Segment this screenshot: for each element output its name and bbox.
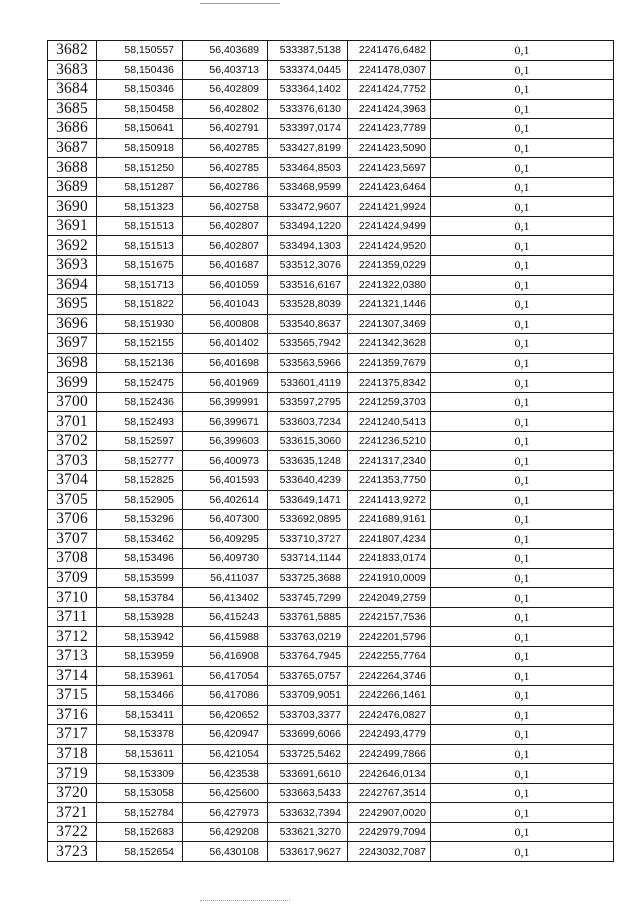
y-coordinate-cell: 2243032,7087	[348, 842, 431, 862]
accuracy-cell: 0,1	[431, 607, 614, 627]
accuracy-cell: 0,1	[431, 744, 614, 764]
point-number-cell: 3706	[48, 510, 97, 530]
y-coordinate-cell: 2241424,3963	[348, 99, 431, 119]
table-row	[48, 705, 614, 725]
y-coordinate-cell: 2242201,5796	[348, 627, 431, 647]
table-row	[48, 99, 614, 119]
latitude-cell: 58,153462	[97, 529, 183, 549]
y-coordinate-cell: 2241423,7789	[348, 119, 431, 139]
longitude-cell: 56,421054	[183, 744, 268, 764]
latitude-cell: 58,153296	[97, 510, 183, 530]
x-coordinate-cell: 533703,3377	[268, 705, 348, 725]
accuracy-cell: 0,1	[431, 275, 614, 295]
accuracy-cell: 0,1	[431, 60, 614, 80]
x-coordinate-cell: 533725,3688	[268, 568, 348, 588]
accuracy-cell: 0,1	[431, 431, 614, 451]
y-coordinate-cell: 2241689,9161	[348, 510, 431, 530]
latitude-cell: 58,151323	[97, 197, 183, 217]
table-row	[48, 41, 614, 61]
longitude-cell: 56,402807	[183, 236, 268, 256]
accuracy-cell: 0,1	[431, 295, 614, 315]
table-row	[48, 295, 614, 315]
y-coordinate-cell: 2242049,2759	[348, 588, 431, 608]
latitude-cell: 58,150557	[97, 41, 183, 61]
point-number-cell: 3714	[48, 666, 97, 686]
longitude-cell: 56,401593	[183, 471, 268, 491]
point-number-cell: 3691	[48, 216, 97, 236]
table-row	[48, 568, 614, 588]
x-coordinate-cell: 533710,3727	[268, 529, 348, 549]
latitude-cell: 58,153942	[97, 627, 183, 647]
point-number-cell: 3689	[48, 177, 97, 197]
accuracy-cell: 0,1	[431, 392, 614, 412]
point-number-cell: 3682	[48, 41, 97, 61]
longitude-cell: 56,429208	[183, 822, 268, 842]
accuracy-cell: 0,1	[431, 666, 614, 686]
x-coordinate-cell: 533615,3060	[268, 431, 348, 451]
point-number-cell: 3694	[48, 275, 97, 295]
accuracy-cell: 0,1	[431, 216, 614, 236]
accuracy-cell: 0,1	[431, 99, 614, 119]
table-row	[48, 256, 614, 276]
x-coordinate-cell: 533376,6130	[268, 99, 348, 119]
y-coordinate-cell: 2242264,3746	[348, 666, 431, 686]
longitude-cell: 56,402785	[183, 158, 268, 178]
table-row	[48, 60, 614, 80]
latitude-cell: 58,152777	[97, 451, 183, 471]
table-row	[48, 177, 614, 197]
latitude-cell: 58,150346	[97, 80, 183, 100]
point-number-cell: 3686	[48, 119, 97, 139]
accuracy-cell: 0,1	[431, 490, 614, 510]
x-coordinate-cell: 533725,5462	[268, 744, 348, 764]
point-number-cell: 3708	[48, 549, 97, 569]
y-coordinate-cell: 2241421,9924	[348, 197, 431, 217]
table-row	[48, 725, 614, 745]
table-row	[48, 627, 614, 647]
accuracy-cell: 0,1	[431, 783, 614, 803]
accuracy-cell: 0,1	[431, 686, 614, 706]
point-number-cell: 3712	[48, 627, 97, 647]
x-coordinate-cell: 533540,8637	[268, 314, 348, 334]
accuracy-cell: 0,1	[431, 822, 614, 842]
latitude-cell: 58,152436	[97, 392, 183, 412]
accuracy-cell: 0,1	[431, 41, 614, 61]
y-coordinate-cell: 2241359,0229	[348, 256, 431, 276]
longitude-cell: 56,409295	[183, 529, 268, 549]
y-coordinate-cell: 2241375,8342	[348, 373, 431, 393]
latitude-cell: 58,152136	[97, 353, 183, 373]
longitude-cell: 56,417054	[183, 666, 268, 686]
table-row	[48, 490, 614, 510]
latitude-cell: 58,152683	[97, 822, 183, 842]
x-coordinate-cell: 533565,7942	[268, 334, 348, 354]
point-number-cell: 3705	[48, 490, 97, 510]
accuracy-cell: 0,1	[431, 177, 614, 197]
x-coordinate-cell: 533692,0895	[268, 510, 348, 530]
accuracy-cell: 0,1	[431, 412, 614, 432]
longitude-cell: 56,400973	[183, 451, 268, 471]
x-coordinate-cell: 533528,8039	[268, 295, 348, 315]
point-number-cell: 3717	[48, 725, 97, 745]
table-row	[48, 686, 614, 706]
x-coordinate-cell: 533468,9599	[268, 177, 348, 197]
point-number-cell: 3690	[48, 197, 97, 217]
y-coordinate-cell: 2241807,4234	[348, 529, 431, 549]
point-number-cell: 3684	[48, 80, 97, 100]
y-coordinate-cell: 2241353,7750	[348, 471, 431, 491]
y-coordinate-cell: 2241424,9520	[348, 236, 431, 256]
latitude-cell: 58,153466	[97, 686, 183, 706]
point-number-cell: 3713	[48, 646, 97, 666]
y-coordinate-cell: 2241342,3628	[348, 334, 431, 354]
longitude-cell: 56,402791	[183, 119, 268, 139]
accuracy-cell: 0,1	[431, 627, 614, 647]
point-number-cell: 3722	[48, 822, 97, 842]
latitude-cell: 58,152493	[97, 412, 183, 432]
longitude-cell: 56,430108	[183, 842, 268, 862]
point-number-cell: 3693	[48, 256, 97, 276]
table-row	[48, 373, 614, 393]
latitude-cell: 58,152155	[97, 334, 183, 354]
latitude-cell: 58,151822	[97, 295, 183, 315]
y-coordinate-cell: 2241321,1446	[348, 295, 431, 315]
accuracy-cell: 0,1	[431, 705, 614, 725]
accuracy-cell: 0,1	[431, 256, 614, 276]
latitude-cell: 58,150918	[97, 138, 183, 158]
latitude-cell: 58,153378	[97, 725, 183, 745]
x-coordinate-cell: 533364,1402	[268, 80, 348, 100]
point-number-cell: 3719	[48, 764, 97, 784]
x-coordinate-cell: 533649,1471	[268, 490, 348, 510]
longitude-cell: 56,427973	[183, 803, 268, 823]
y-coordinate-cell: 2241413,9272	[348, 490, 431, 510]
y-coordinate-cell: 2241424,9499	[348, 216, 431, 236]
accuracy-cell: 0,1	[431, 314, 614, 334]
accuracy-cell: 0,1	[431, 725, 614, 745]
longitude-cell: 56,415243	[183, 607, 268, 627]
latitude-cell: 58,151250	[97, 158, 183, 178]
point-number-cell: 3704	[48, 471, 97, 491]
x-coordinate-cell: 533632,7394	[268, 803, 348, 823]
latitude-cell: 58,151930	[97, 314, 183, 334]
table-row	[48, 588, 614, 608]
latitude-cell: 58,153928	[97, 607, 183, 627]
y-coordinate-cell: 2242476,0827	[348, 705, 431, 725]
x-coordinate-cell: 533601,4119	[268, 373, 348, 393]
point-number-cell: 3710	[48, 588, 97, 608]
point-number-cell: 3700	[48, 392, 97, 412]
table-row	[48, 764, 614, 784]
x-coordinate-cell: 533472,9607	[268, 197, 348, 217]
y-coordinate-cell: 2241476,6482	[348, 41, 431, 61]
x-coordinate-cell: 533765,0757	[268, 666, 348, 686]
x-coordinate-cell: 533617,9627	[268, 842, 348, 862]
point-number-cell: 3698	[48, 353, 97, 373]
accuracy-cell: 0,1	[431, 353, 614, 373]
page-bottom-marks	[200, 900, 290, 902]
accuracy-cell: 0,1	[431, 549, 614, 569]
accuracy-cell: 0,1	[431, 471, 614, 491]
accuracy-cell: 0,1	[431, 80, 614, 100]
accuracy-cell: 0,1	[431, 119, 614, 139]
table-row	[48, 842, 614, 862]
point-number-cell: 3718	[48, 744, 97, 764]
table-row	[48, 803, 614, 823]
point-number-cell: 3696	[48, 314, 97, 334]
longitude-cell: 56,409730	[183, 549, 268, 569]
longitude-cell: 56,402802	[183, 99, 268, 119]
latitude-cell: 58,153599	[97, 568, 183, 588]
table-row	[48, 666, 614, 686]
coordinates-table	[47, 40, 614, 862]
point-number-cell: 3688	[48, 158, 97, 178]
latitude-cell: 58,150436	[97, 60, 183, 80]
table-row	[48, 236, 614, 256]
x-coordinate-cell: 533663,5433	[268, 783, 348, 803]
point-number-cell: 3702	[48, 431, 97, 451]
x-coordinate-cell: 533387,5138	[268, 41, 348, 61]
x-coordinate-cell: 533512,3076	[268, 256, 348, 276]
x-coordinate-cell: 533603,7234	[268, 412, 348, 432]
x-coordinate-cell: 533464,8503	[268, 158, 348, 178]
x-coordinate-cell: 533691,6610	[268, 764, 348, 784]
point-number-cell: 3687	[48, 138, 97, 158]
longitude-cell: 56,401402	[183, 334, 268, 354]
x-coordinate-cell: 533699,6066	[268, 725, 348, 745]
y-coordinate-cell: 2241307,3469	[348, 314, 431, 334]
table-row	[48, 783, 614, 803]
table-row	[48, 471, 614, 491]
latitude-cell: 58,152597	[97, 431, 183, 451]
table-row	[48, 646, 614, 666]
table-row	[48, 158, 614, 178]
x-coordinate-cell: 533764,7945	[268, 646, 348, 666]
point-number-cell: 3715	[48, 686, 97, 706]
table-row	[48, 197, 614, 217]
latitude-cell: 58,152825	[97, 471, 183, 491]
accuracy-cell: 0,1	[431, 842, 614, 862]
table-row	[48, 431, 614, 451]
latitude-cell: 58,153784	[97, 588, 183, 608]
accuracy-cell: 0,1	[431, 451, 614, 471]
longitude-cell: 56,417086	[183, 686, 268, 706]
x-coordinate-cell: 533494,1220	[268, 216, 348, 236]
y-coordinate-cell: 2242255,7764	[348, 646, 431, 666]
longitude-cell: 56,401969	[183, 373, 268, 393]
longitude-cell: 56,420652	[183, 705, 268, 725]
point-number-cell: 3709	[48, 568, 97, 588]
x-coordinate-cell: 533621,3270	[268, 822, 348, 842]
y-coordinate-cell: 2241910,0009	[348, 568, 431, 588]
latitude-cell: 58,151713	[97, 275, 183, 295]
accuracy-cell: 0,1	[431, 568, 614, 588]
page-top-rule	[200, 3, 280, 4]
accuracy-cell: 0,1	[431, 158, 614, 178]
y-coordinate-cell: 2241259,3703	[348, 392, 431, 412]
table-row	[48, 138, 614, 158]
table-row	[48, 119, 614, 139]
y-coordinate-cell: 2241359,7679	[348, 353, 431, 373]
y-coordinate-cell: 2241423,5090	[348, 138, 431, 158]
accuracy-cell: 0,1	[431, 588, 614, 608]
point-number-cell: 3723	[48, 842, 97, 862]
longitude-cell: 56,399603	[183, 431, 268, 451]
point-number-cell: 3707	[48, 529, 97, 549]
latitude-cell: 58,153309	[97, 764, 183, 784]
accuracy-cell: 0,1	[431, 764, 614, 784]
latitude-cell: 58,153411	[97, 705, 183, 725]
x-coordinate-cell: 533714,1144	[268, 549, 348, 569]
longitude-cell: 56,425600	[183, 783, 268, 803]
x-coordinate-cell: 533761,5885	[268, 607, 348, 627]
longitude-cell: 56,402614	[183, 490, 268, 510]
latitude-cell: 58,150458	[97, 99, 183, 119]
longitude-cell: 56,402785	[183, 138, 268, 158]
longitude-cell: 56,402786	[183, 177, 268, 197]
y-coordinate-cell: 2242767,3514	[348, 783, 431, 803]
table-row	[48, 216, 614, 236]
accuracy-cell: 0,1	[431, 803, 614, 823]
latitude-cell: 58,152905	[97, 490, 183, 510]
y-coordinate-cell: 2241833,0174	[348, 549, 431, 569]
longitude-cell: 56,401059	[183, 275, 268, 295]
longitude-cell: 56,403689	[183, 41, 268, 61]
point-number-cell: 3701	[48, 412, 97, 432]
x-coordinate-cell: 533640,4239	[268, 471, 348, 491]
table-row	[48, 744, 614, 764]
point-number-cell: 3716	[48, 705, 97, 725]
table-row	[48, 314, 614, 334]
table-row	[48, 412, 614, 432]
accuracy-cell: 0,1	[431, 373, 614, 393]
x-coordinate-cell: 533397,0174	[268, 119, 348, 139]
y-coordinate-cell: 2242157,7536	[348, 607, 431, 627]
latitude-cell: 58,153058	[97, 783, 183, 803]
point-number-cell: 3683	[48, 60, 97, 80]
latitude-cell: 58,153961	[97, 666, 183, 686]
accuracy-cell: 0,1	[431, 646, 614, 666]
accuracy-cell: 0,1	[431, 334, 614, 354]
table-row	[48, 510, 614, 530]
longitude-cell: 56,402809	[183, 80, 268, 100]
y-coordinate-cell: 2241317,2340	[348, 451, 431, 471]
y-coordinate-cell: 2241322,0380	[348, 275, 431, 295]
table-row	[48, 529, 614, 549]
point-number-cell: 3699	[48, 373, 97, 393]
x-coordinate-cell: 533709,9051	[268, 686, 348, 706]
longitude-cell: 56,402807	[183, 216, 268, 236]
table-row	[48, 822, 614, 842]
y-coordinate-cell: 2241423,6464	[348, 177, 431, 197]
table-row	[48, 80, 614, 100]
y-coordinate-cell: 2242979,7094	[348, 822, 431, 842]
latitude-cell: 58,150641	[97, 119, 183, 139]
x-coordinate-cell: 533494,1303	[268, 236, 348, 256]
x-coordinate-cell: 533763,0219	[268, 627, 348, 647]
latitude-cell: 58,153959	[97, 646, 183, 666]
y-coordinate-cell: 2241423,5697	[348, 158, 431, 178]
table-row	[48, 392, 614, 412]
longitude-cell: 56,401687	[183, 256, 268, 276]
point-number-cell: 3711	[48, 607, 97, 627]
y-coordinate-cell: 2241478,0307	[348, 60, 431, 80]
longitude-cell: 56,399991	[183, 392, 268, 412]
x-coordinate-cell: 533374,0445	[268, 60, 348, 80]
point-number-cell: 3692	[48, 236, 97, 256]
point-number-cell: 3720	[48, 783, 97, 803]
x-coordinate-cell: 533635,1248	[268, 451, 348, 471]
y-coordinate-cell: 2242266,1461	[348, 686, 431, 706]
table-row	[48, 607, 614, 627]
x-coordinate-cell: 533563,5966	[268, 353, 348, 373]
table-row	[48, 275, 614, 295]
latitude-cell: 58,152475	[97, 373, 183, 393]
latitude-cell: 58,153496	[97, 549, 183, 569]
x-coordinate-cell: 533745,7299	[268, 588, 348, 608]
y-coordinate-cell: 2242907,0020	[348, 803, 431, 823]
latitude-cell: 58,151287	[97, 177, 183, 197]
longitude-cell: 56,402758	[183, 197, 268, 217]
y-coordinate-cell: 2242493,4779	[348, 725, 431, 745]
y-coordinate-cell: 2242499,7866	[348, 744, 431, 764]
longitude-cell: 56,415988	[183, 627, 268, 647]
point-number-cell: 3685	[48, 99, 97, 119]
latitude-cell: 58,153611	[97, 744, 183, 764]
longitude-cell: 56,400808	[183, 314, 268, 334]
point-number-cell: 3695	[48, 295, 97, 315]
latitude-cell: 58,151513	[97, 216, 183, 236]
point-number-cell: 3697	[48, 334, 97, 354]
y-coordinate-cell: 2241240,5413	[348, 412, 431, 432]
latitude-cell: 58,152784	[97, 803, 183, 823]
longitude-cell: 56,420947	[183, 725, 268, 745]
longitude-cell: 56,423538	[183, 764, 268, 784]
table-row	[48, 451, 614, 471]
accuracy-cell: 0,1	[431, 529, 614, 549]
latitude-cell: 58,151675	[97, 256, 183, 276]
y-coordinate-cell: 2242646,0134	[348, 764, 431, 784]
longitude-cell: 56,416908	[183, 646, 268, 666]
point-number-cell: 3703	[48, 451, 97, 471]
accuracy-cell: 0,1	[431, 197, 614, 217]
longitude-cell: 56,411037	[183, 568, 268, 588]
accuracy-cell: 0,1	[431, 138, 614, 158]
x-coordinate-cell: 533427,8199	[268, 138, 348, 158]
longitude-cell: 56,403713	[183, 60, 268, 80]
table-row	[48, 353, 614, 373]
latitude-cell: 58,151513	[97, 236, 183, 256]
longitude-cell: 56,413402	[183, 588, 268, 608]
latitude-cell: 58,152654	[97, 842, 183, 862]
x-coordinate-cell: 533516,6167	[268, 275, 348, 295]
table-row	[48, 334, 614, 354]
y-coordinate-cell: 2241424,7752	[348, 80, 431, 100]
y-coordinate-cell: 2241236,5210	[348, 431, 431, 451]
accuracy-cell: 0,1	[431, 236, 614, 256]
x-coordinate-cell: 533597,2795	[268, 392, 348, 412]
point-number-cell: 3721	[48, 803, 97, 823]
accuracy-cell: 0,1	[431, 510, 614, 530]
table-row	[48, 549, 614, 569]
longitude-cell: 56,401043	[183, 295, 268, 315]
longitude-cell: 56,399671	[183, 412, 268, 432]
coordinates-table-body	[48, 41, 614, 862]
longitude-cell: 56,407300	[183, 510, 268, 530]
longitude-cell: 56,401698	[183, 353, 268, 373]
